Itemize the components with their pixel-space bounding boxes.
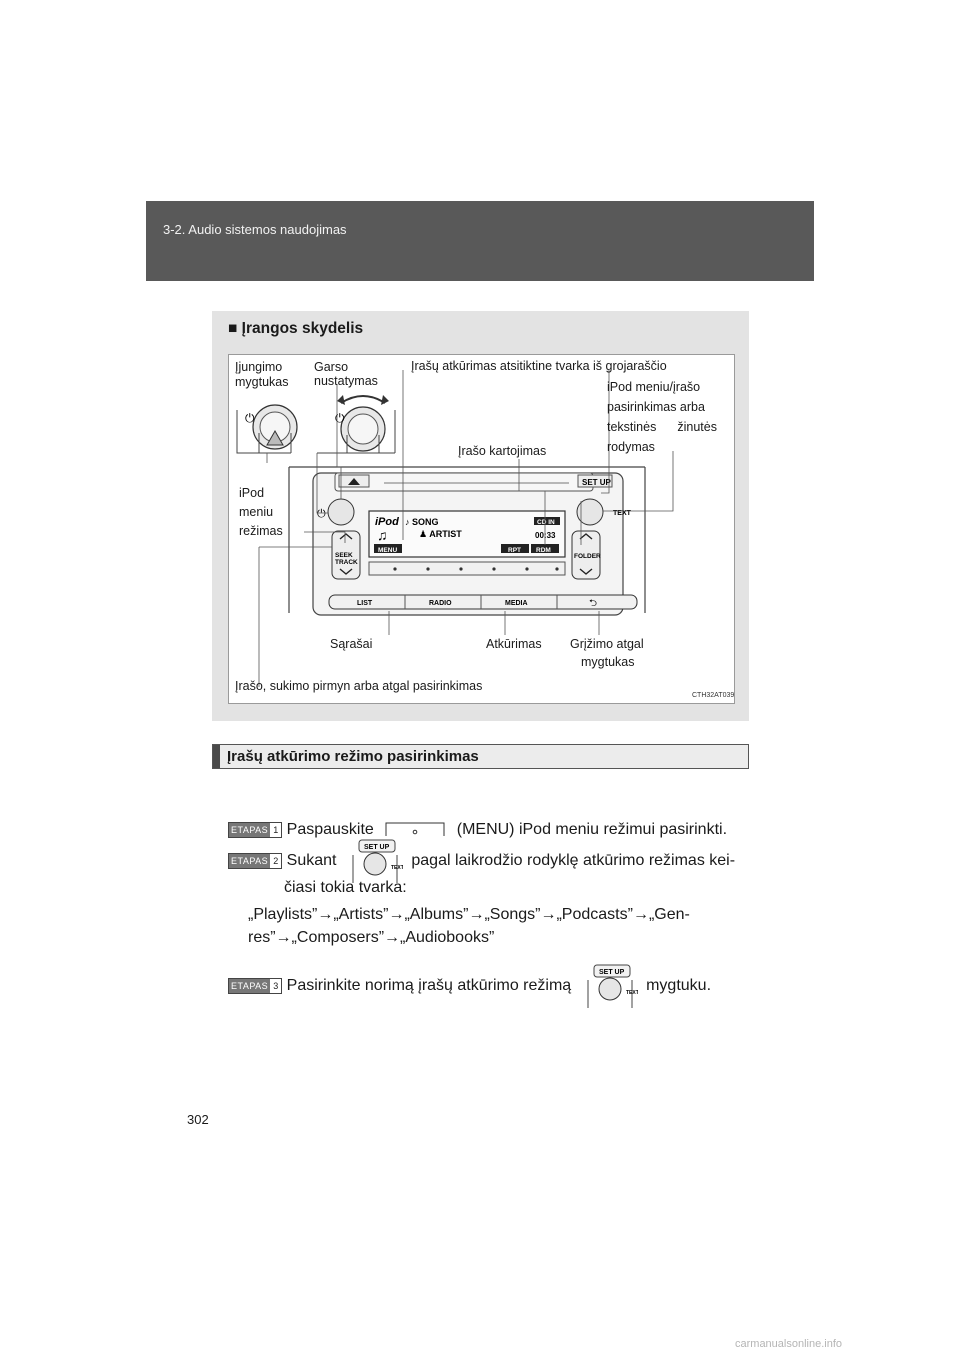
label-ipod-menu-line2: pasirinkimas arba [607, 400, 705, 414]
label-menu-mode-line2: meniu [239, 505, 274, 519]
tune-knob-icon [345, 839, 403, 883]
label-sound-line2: nustatymas [314, 374, 378, 388]
page-number: 302 [187, 1112, 209, 1127]
svg-text:⮌: ⮌ [589, 598, 598, 609]
panel-title: ■ Įrangos skydelis [228, 320, 364, 337]
label-lists: Sąrašai [330, 637, 373, 651]
svg-text:RADIO: RADIO [429, 600, 452, 607]
label-menu-mode-line1: iPod [239, 486, 265, 500]
step-2-line-c: čiasi tokia tvarka: [284, 879, 407, 896]
step-2-text-a: Sukant [286, 852, 337, 870]
step-2-line-d: „Playlists”→„Artists”→„Albums”→„Songs”→„Podcasts”→„Gen- [248, 906, 690, 923]
step-badge-3: ETAPAS 3 [228, 978, 282, 994]
power-knob-closeup-icon [245, 405, 297, 453]
svg-text:TRACK: TRACK [335, 559, 358, 566]
step-2-line-e: res”→„Composers”→„Audiobooks” [248, 929, 495, 946]
heading-bar [213, 745, 220, 768]
label-playback: Atkūrimas [486, 637, 542, 651]
step-1 [228, 820, 727, 840]
svg-text:LIST: LIST [357, 600, 373, 607]
svg-text:SET UP: SET UP [582, 478, 611, 487]
control-panel-box [212, 311, 749, 721]
volume-knob-closeup-icon [335, 395, 389, 453]
svg-text:00:33: 00:33 [535, 531, 556, 540]
svg-text:TEXT: TEXT [613, 510, 631, 517]
header-band [146, 201, 814, 281]
svg-text:CD IN: CD IN [537, 519, 555, 526]
svg-text:SET UP: SET UP [363, 844, 390, 851]
step-1-text-a: Paspauskite [286, 821, 374, 839]
svg-text:♟ ARTIST: ♟ ARTIST [419, 529, 462, 539]
step-1-text-b: (MENU) iPod meniu režimui pasirinkti. [456, 821, 728, 839]
label-ipod-menu-line1: iPod meniu/įrašo [607, 380, 701, 394]
label-power-line2: mygtukas [235, 375, 289, 389]
label-random: Įrašų atkūrimas atsitiktine tvarka iš grojaraščio [411, 359, 667, 373]
svg-text:♫: ♫ [377, 527, 388, 543]
step-2 [228, 839, 735, 883]
svg-text:RPT: RPT [508, 547, 521, 554]
svg-text:SEEK: SEEK [335, 552, 353, 559]
watermark: carmanualsonline.info [735, 1338, 843, 1350]
step-badge-2: ETAPAS 2 [228, 853, 282, 869]
menu-button-icon [384, 820, 446, 840]
step-3-text-b: mygtuku. [646, 977, 712, 995]
label-repeat: Įrašo kartojimas [458, 444, 547, 458]
section-heading-text: Įrašų atkūrimo režimo pasirinkimas [227, 748, 479, 765]
svg-text:⏻: ⏻ [245, 411, 255, 425]
svg-text:iPod: iPod [375, 516, 399, 528]
step-badge-1: ETAPAS 1 [228, 822, 282, 838]
svg-text:CTH32AT039: CTH32AT039 [692, 692, 734, 699]
section-heading [212, 744, 749, 769]
svg-text:⏻: ⏻ [317, 507, 326, 520]
svg-text:MENU: MENU [378, 547, 398, 554]
svg-text:RDM: RDM [536, 547, 551, 554]
svg-text:TEXT: TEXT [390, 865, 403, 871]
label-sound-line1: Garso [314, 360, 349, 374]
step-2-text-b: pagal laikrodžio rodyklę atkūrimo režimas kei- [411, 852, 736, 870]
svg-text:MEDIA: MEDIA [505, 600, 528, 607]
label-back-line1: Grįžimo atgal [570, 637, 644, 651]
select-knob-icon [580, 964, 638, 1008]
label-ipod-menu-line3: tekstinės žinutės [607, 420, 717, 434]
label-menu-mode-line3: režimas [239, 524, 283, 538]
radio-figure [228, 354, 735, 704]
label-back-line2: mygtukas [581, 655, 635, 669]
svg-text:FOLDER: FOLDER [574, 553, 601, 560]
svg-text:♪ SONG: ♪ SONG [405, 517, 439, 527]
section-title: 3-2. Audio sistemos naudojimas [163, 222, 347, 237]
step-3-text-a: Pasirinkite norimą įrašų atkūrimo režimą [286, 977, 572, 995]
svg-text:SET UP: SET UP [598, 969, 624, 976]
label-power-line1: Įjungimo [235, 360, 283, 374]
label-ipod-menu-line4: rodymas [607, 440, 655, 454]
svg-text:TEXT: TEXT [625, 990, 638, 996]
label-seek: Įrašo, sukimo pirmyn arba atgal pasirinkimas [235, 679, 483, 693]
svg-text:⏻: ⏻ [335, 411, 345, 425]
step-3 [228, 964, 711, 1008]
